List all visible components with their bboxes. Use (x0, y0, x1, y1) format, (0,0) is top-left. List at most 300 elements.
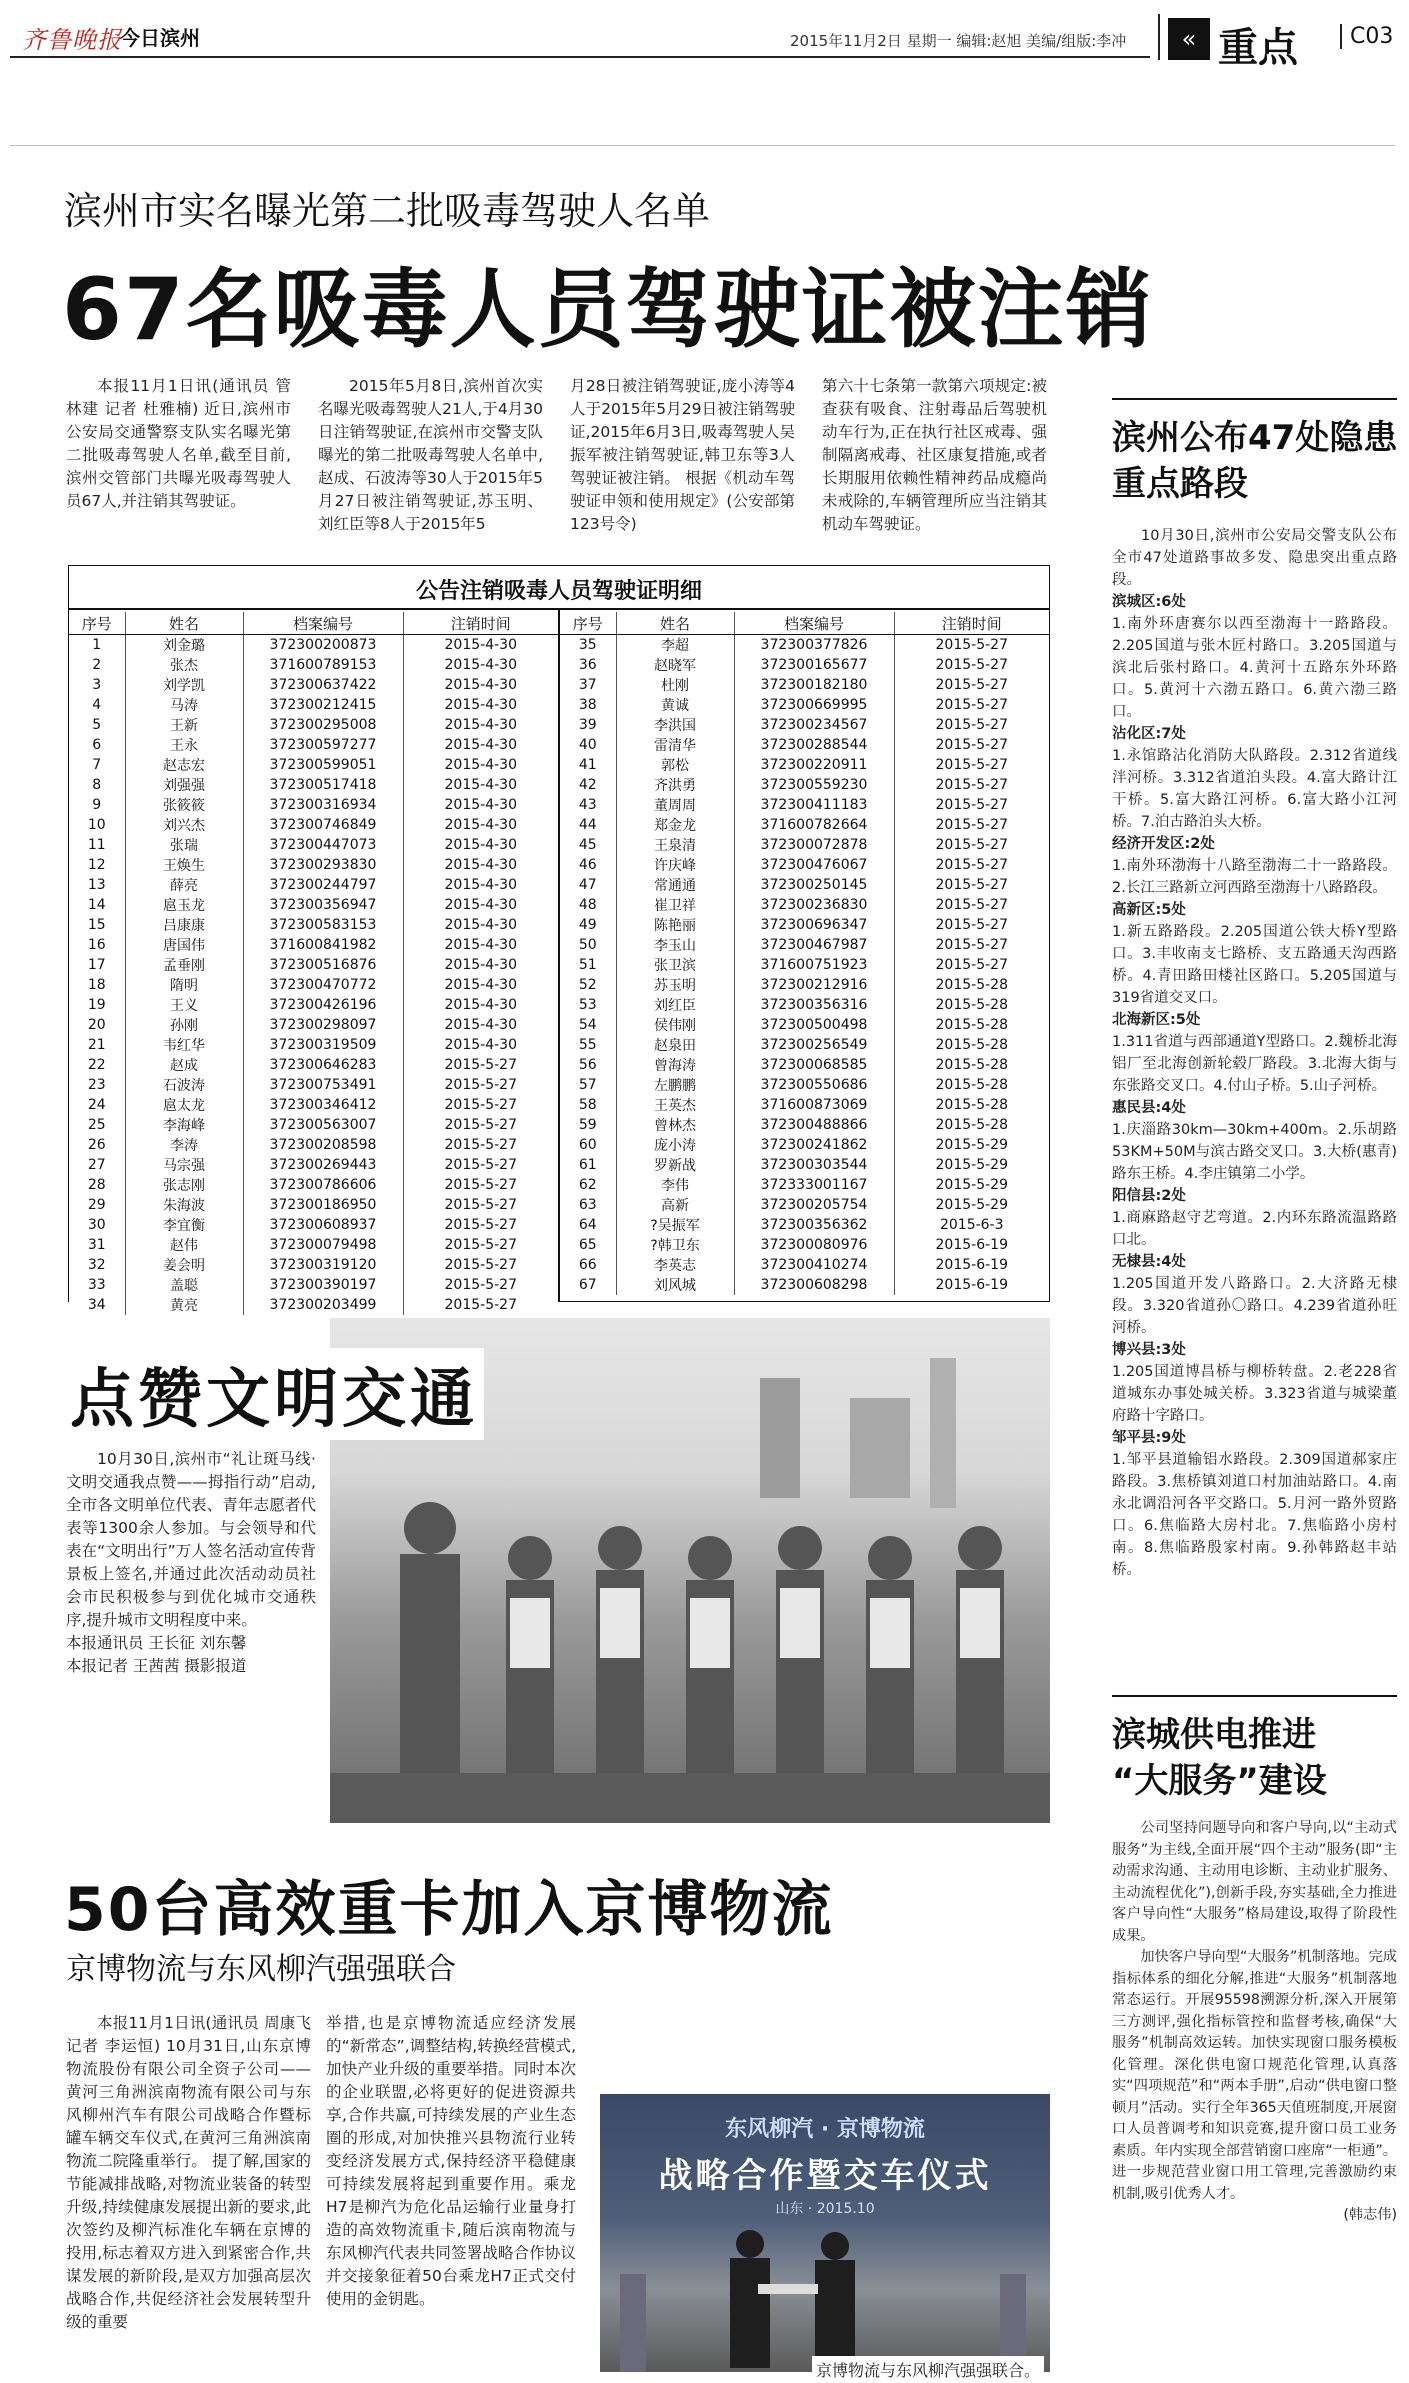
cell-date: 2015-5-27 (894, 875, 1049, 895)
cell-seq: 59 (578, 1117, 597, 1133)
cell-file-no: 372300608937 (243, 1215, 403, 1235)
table-row (69, 1295, 558, 1315)
cell-file-no: 372300182180 (734, 675, 894, 695)
table-row (560, 655, 1049, 675)
sidebar2-credit: (韩志伟) (1343, 2207, 1397, 2223)
cell-date: 2015-5-27 (403, 1235, 558, 1255)
cell-name: 王新 (125, 715, 243, 735)
cell-seq: 27 (87, 1157, 106, 1173)
cell-file-no: 371600782664 (734, 815, 894, 835)
cell-name: 李宜衡 (125, 1215, 243, 1235)
cell-file-no: 372300390197 (243, 1275, 403, 1295)
sidebar2-title-line2: “大服务”建设 (1112, 1761, 1327, 1801)
cell-seq: 45 (578, 837, 597, 853)
table-row (69, 1115, 558, 1135)
cell-date: 2015-5-28 (894, 1115, 1049, 1135)
cell-date: 2015-5-27 (894, 675, 1049, 695)
article3-headline: 50台高效重卡加入京博物流 (64, 1875, 834, 1945)
district-roads: 1.邹平县道输铝水路段。2.309国道郝家庄路段。3.焦桥镇刘道口村加油站路口。4.南永北调沿河各平交路口。5.月河一路外贸路口。6.焦临路大房村北。7.焦临路小房村南。8.焦临路殷家村南。9.孙韩路赵丰站桥。 (1112, 1452, 1397, 1578)
table-row (560, 1035, 1049, 1055)
cell-file-no: 372300186950 (243, 1195, 403, 1215)
cell-name: 李涛 (125, 1135, 243, 1155)
cell-seq: 36 (560, 655, 616, 675)
cell-date: 2015-5-28 (894, 1035, 1049, 1055)
cell-date: 2015-4-30 (403, 855, 558, 875)
cell-seq: 21 (87, 1037, 106, 1053)
cell-seq: 52 (560, 975, 616, 995)
cell-name: 赵伟 (125, 1235, 243, 1255)
cell-name: 郑金龙 (616, 815, 734, 835)
cell-seq: 33 (87, 1277, 106, 1293)
article3-kicker: 京博物流与东风柳汽强强联合 (66, 1952, 456, 1987)
th-name: 姓名 (125, 612, 243, 635)
cell-seq: 44 (560, 815, 616, 835)
cell-seq: 64 (560, 1215, 616, 1235)
cell-file-no: 372300470772 (243, 975, 403, 995)
cell-name: 苏玉明 (616, 975, 734, 995)
cell-name: 薛亮 (125, 875, 243, 895)
district-list (1112, 591, 1397, 1581)
double-chevron-icon: « (1168, 18, 1210, 60)
cell-date: 2015-5-27 (403, 1295, 558, 1315)
cell-date: 2015-4-30 (403, 815, 558, 835)
cell-name: 李洪国 (616, 715, 734, 735)
cell-file-no: 372300696347 (734, 915, 894, 935)
table-row (69, 1075, 558, 1095)
table-row (560, 1115, 1049, 1135)
cell-name: 韦红华 (125, 1035, 243, 1055)
cell-file-no: 372300786606 (243, 1175, 403, 1195)
cell-name: 张筱筱 (125, 795, 243, 815)
cell-seq: 30 (69, 1215, 125, 1235)
cell-file-no: 372300298097 (243, 1015, 403, 1035)
article3-col1: 本报11月1日讯(通讯员 周康飞 记者 李运恒) 10月31日,山东京博物流股份有限公司全资子公司——黄河三角洲滨南物流有限公司与东风柳州汽车有限公司战略合作暨标罐车辆交车仪式,在黄河三角洲滨南物流二院隆重举行。 提了解,国家的节能减排战略,对物流业装备的转型升级,持续健康发展提出新的要求,此次签约及柳汽标准化车辆在京博的投用,标志着双方进入到紧密合作,共谋发展的新阶段,是双方加强高层次战略合作,共促经济社会发展转型升级的重要 (66, 2014, 311, 2331)
photo-banner-line3: 山东 · 2015.10 (775, 2201, 875, 2217)
cell-file-no: 372300356947 (243, 895, 403, 915)
district-roads: 1.永馆路沾化消防大队路段。2.312省道线泮河桥。3.312省道泊头段。4.富大路计江干桥。5.富大路江河桥。6.富大路小江河桥。7.泊古路泊头大桥。 (1112, 748, 1397, 830)
cell-date: 2015-5-27 (894, 755, 1049, 775)
cell-name: 许庆峰 (616, 855, 734, 875)
cell-name: 朱海波 (125, 1195, 243, 1215)
cell-seq: 57 (578, 1077, 597, 1093)
cell-name: 王永 (125, 735, 243, 755)
cell-date: 2015-4-30 (403, 955, 558, 975)
cell-name: 赵晓军 (616, 655, 734, 675)
cell-seq: 31 (87, 1237, 106, 1253)
cell-seq: 53 (578, 997, 597, 1013)
cell-seq: 62 (560, 1175, 616, 1195)
cell-file-no: 372300200873 (243, 635, 403, 656)
cell-file-no: 372300517418 (243, 775, 403, 795)
table-row (560, 1175, 1049, 1195)
cell-file-no: 372300550686 (734, 1075, 894, 1095)
cell-date: 2015-5-27 (403, 1255, 558, 1275)
cell-file-no: 372300559230 (734, 775, 894, 795)
cell-file-no: 372300241862 (734, 1135, 894, 1155)
issue-meta: 2015年11月2日 星期一 编辑:赵旭 美编/组版:李冲 (790, 32, 1127, 50)
cell-name: 石波涛 (125, 1075, 243, 1095)
table-row (69, 855, 558, 875)
cell-seq: 43 (578, 797, 597, 813)
cell-date: 2015-6-19 (894, 1275, 1049, 1295)
th-seq: 序号 (69, 612, 125, 635)
table-row (69, 955, 558, 975)
cell-file-no: 372300669995 (734, 695, 894, 715)
cell-date: 2015-5-27 (894, 935, 1049, 955)
cell-file-no: 371600873069 (734, 1095, 894, 1115)
cell-file-no: 371600751923 (734, 955, 894, 975)
sidebar1-body (1112, 525, 1397, 1581)
cell-date: 2015-5-29 (894, 1155, 1049, 1175)
cell-file-no: 372300079498 (243, 1235, 403, 1255)
cell-date: 2015-5-27 (894, 735, 1049, 755)
table-row (69, 775, 558, 795)
cell-name: 王义 (125, 995, 243, 1015)
cell-name: ?韩卫东 (616, 1235, 734, 1255)
cell-name: 刘红臣 (616, 995, 734, 1015)
cell-date: 2015-4-30 (403, 735, 558, 755)
cell-name: 郭松 (616, 755, 734, 775)
th-file-no: 档案编号 (734, 612, 894, 635)
cell-seq: 9 (92, 797, 102, 813)
photo2-caption: 京博物流与东风柳汽强强联合。 (812, 2356, 1044, 2383)
cell-name: 吕康康 (125, 915, 243, 935)
table-row (69, 635, 558, 656)
cell-date: 2015-5-27 (403, 1195, 558, 1215)
cell-name: 高新 (616, 1195, 734, 1215)
cell-name: 赵成 (125, 1055, 243, 1075)
cell-file-no: 372300072878 (734, 835, 894, 855)
cell-seq: 6 (69, 735, 125, 755)
cell-seq: 13 (87, 877, 106, 893)
sidebar1-rule (1112, 398, 1397, 400)
cell-seq: 37 (578, 677, 597, 693)
cell-seq: 15 (87, 917, 106, 933)
district-name: 滨城区:6处 (1112, 594, 1186, 610)
cell-seq: 39 (578, 717, 597, 733)
cell-name: 刘学凯 (125, 675, 243, 695)
photo-banner-line2: 战略合作暨交车仪式 (658, 2156, 992, 2196)
cell-file-no: 372300234567 (734, 715, 894, 735)
cell-seq: 55 (578, 1037, 597, 1053)
cell-date: 2015-5-27 (894, 655, 1049, 675)
district-roads: 1.新五路路段。2.205国道公铁大桥Y型路口。3.丰收南支七路桥、支五路通天沟西路桥。4.青田路田楼社区路口。5.205国道与319省道交叉口。 (1112, 924, 1397, 1006)
cell-date: 2015-5-29 (894, 1195, 1049, 1215)
table-row (560, 1135, 1049, 1155)
table-row (69, 1035, 558, 1055)
cell-name: 盖聪 (125, 1275, 243, 1295)
table-row (560, 775, 1049, 795)
table-row (560, 735, 1049, 755)
cell-date: 2015-5-29 (894, 1135, 1049, 1155)
cell-seq: 16 (69, 935, 125, 955)
cell-seq: 14 (69, 895, 125, 915)
cell-seq: 5 (92, 717, 102, 733)
cell-date: 2015-4-30 (403, 655, 558, 675)
sidebar2-body (1112, 1818, 1397, 2227)
photo-banner-line1: 东风柳汽 · 京博物流 (725, 2117, 925, 2142)
cell-date: 2015-6-19 (894, 1235, 1049, 1255)
table-left (69, 612, 558, 1315)
district-name: 高新区:5处 (1112, 902, 1186, 918)
cell-file-no: 372300377826 (734, 635, 894, 656)
cell-seq: 41 (578, 757, 597, 773)
table-row (69, 915, 558, 935)
cell-seq: 3 (92, 677, 102, 693)
table-row (69, 1195, 558, 1215)
cell-seq: 65 (578, 1237, 597, 1253)
cell-name: 马涛 (125, 695, 243, 715)
section-label: 重点 (1218, 25, 1298, 71)
cell-date: 2015-4-30 (403, 795, 558, 815)
cell-name: 张瑞 (125, 835, 243, 855)
cell-name: 黄诚 (616, 695, 734, 715)
table-row (69, 755, 558, 775)
cell-name: 张志刚 (125, 1175, 243, 1195)
article1-col3: 月28日被注销驾驶证,庞小涛等4人于2015年5月29日被注销驾驶证,2015年6月3日,吸毒驾驶人吴振军被注销驾驶证,韩卫东等3人驾驶证被注销。 根据《机动车驾驶证申领和使用规定》(公安部第123号令) (570, 377, 795, 533)
cell-file-no: 371600841982 (243, 935, 403, 955)
cell-seq: 42 (560, 775, 616, 795)
cell-date: 2015-5-28 (894, 1015, 1049, 1035)
cell-name: 扈玉龙 (125, 895, 243, 915)
cell-file-no: 372300583153 (243, 915, 403, 935)
cell-name: 扈太龙 (125, 1095, 243, 1115)
header-divider (1158, 14, 1160, 60)
article1-kicker: 滨州市实名曝光第二批吸毒驾驶人名单 (64, 189, 711, 233)
table-row (69, 875, 558, 895)
table-row (560, 955, 1049, 975)
district-name: 阳信县:2处 (1112, 1188, 1186, 1204)
cell-seq: 67 (578, 1277, 597, 1293)
table-row (560, 855, 1049, 875)
district-name: 北海新区:5处 (1112, 1012, 1201, 1028)
cell-date: 2015-5-27 (894, 895, 1049, 915)
cell-seq: 60 (560, 1135, 616, 1155)
cell-name: 刘风城 (616, 1275, 734, 1295)
cell-file-no: 372300426196 (243, 995, 403, 1015)
cell-date: 2015-4-30 (403, 695, 558, 715)
table-row (560, 975, 1049, 995)
cell-seq: 26 (69, 1135, 125, 1155)
table-row (560, 915, 1049, 935)
table-row (560, 895, 1049, 915)
cell-seq: 47 (578, 877, 597, 893)
cell-seq: 19 (87, 997, 106, 1013)
table-row (560, 795, 1049, 815)
table-row (560, 935, 1049, 955)
table-row (69, 935, 558, 955)
table-row (69, 835, 558, 855)
cell-name: 李英志 (616, 1255, 734, 1275)
district-name: 惠民县:4处 (1112, 1100, 1186, 1116)
cell-file-no: 372300068585 (734, 1055, 894, 1075)
table-row (560, 1275, 1049, 1295)
cell-seq: 7 (92, 757, 102, 773)
cell-file-no: 372300208598 (243, 1135, 403, 1155)
cell-seq: 38 (560, 695, 616, 715)
article1-col2: 2015年5月8日,滨州首次实名曝光吸毒驾驶人21人,于4月30日注销驾驶证,在滨州市交警支队曝光的第二批吸毒驾驶人名单中,赵成、石波涛等30人于2015年5月27日被注销驾驶证,苏玉明、刘红臣等8人于2015年5 (318, 377, 543, 533)
signing-ceremony-photo (600, 2094, 1050, 2372)
table-row (560, 695, 1049, 715)
header-thin-rule (10, 145, 1395, 146)
cell-file-no: 372300746849 (243, 815, 403, 835)
ceremony-figures (600, 2094, 1050, 2372)
cell-name: 孙刚 (125, 1015, 243, 1035)
cell-name: 李海峰 (125, 1115, 243, 1135)
table-row (560, 715, 1049, 735)
cell-seq: 50 (560, 935, 616, 955)
cell-date: 2015-5-27 (894, 855, 1049, 875)
cell-file-no: 372300244797 (243, 875, 403, 895)
table-row (69, 815, 558, 835)
cell-date: 2015-5-27 (894, 955, 1049, 975)
cell-file-no: 372300256549 (734, 1035, 894, 1055)
cell-name: 罗新战 (616, 1155, 734, 1175)
cell-date: 2015-5-28 (894, 1075, 1049, 1095)
cell-file-no: 372300410274 (734, 1255, 894, 1275)
cell-file-no: 372300220911 (734, 755, 894, 775)
cell-seq: 2 (69, 655, 125, 675)
cell-date: 2015-4-30 (403, 935, 558, 955)
cell-name: 王英杰 (616, 1095, 734, 1115)
table-row (560, 1055, 1049, 1075)
district-roads: 1.311省道与西部通道Y型路口。2.魏桥北海铝厂至北海创新轮毂厂路段。3.北海大街与东张路交叉口。4.付山子桥。5.山子河桥。 (1112, 1034, 1397, 1094)
section-name: 今日滨州 (120, 26, 200, 50)
cell-file-no: 372300293830 (243, 855, 403, 875)
table-row (69, 695, 558, 715)
cell-file-no: 372300319509 (243, 1035, 403, 1055)
cell-file-no: 372300319120 (243, 1255, 403, 1275)
table-row (560, 1075, 1049, 1095)
cell-name: 姜会明 (125, 1255, 243, 1275)
article2-body: 10月30日,滨州市“礼让斑马线·文明交通我点赞——拇指行动”启动,全市各文明单位代表、青年志愿者代表等1300余人参加。与会领导和代表在“文明出行”万人签名活动宣传背景板上签名,并通过此次活动动员社会市民积极参与到优化城市交通秩序,提升城市文明程度中来。 本报通讯员 王长征 刘东馨 本报记者 王茜茜 摄影报道 (66, 1448, 316, 1678)
table-row (560, 1095, 1049, 1115)
cell-seq: 66 (560, 1255, 616, 1275)
district-name: 无棣县:4处 (1112, 1254, 1186, 1270)
cell-file-no: 372300563007 (243, 1115, 403, 1135)
table-row (560, 1215, 1049, 1235)
cell-date: 2015-4-30 (403, 875, 558, 895)
cell-file-no: 372300637422 (243, 675, 403, 695)
cell-seq: 40 (560, 735, 616, 755)
cell-date: 2015-5-27 (403, 1055, 558, 1075)
cell-file-no: 372333001167 (734, 1175, 894, 1195)
cell-name: 王焕生 (125, 855, 243, 875)
cell-date: 2015-4-30 (403, 835, 558, 855)
cell-date: 2015-5-27 (894, 775, 1049, 795)
cell-name: 张卫滨 (616, 955, 734, 975)
cell-file-no: 372300212916 (734, 975, 894, 995)
district-name: 邹平县:9处 (1112, 1430, 1186, 1446)
table-row (69, 795, 558, 815)
cell-file-no: 372300212415 (243, 695, 403, 715)
article2-headline: 点赞文明交通 (64, 1348, 484, 1440)
district-roads: 1.南外环渤海十八路至渤海二十一路路段。2.长江三路新立河西路至渤海十八路路段。 (1112, 858, 1397, 896)
table-row (69, 655, 558, 675)
article3-col2: 举措,也是京博物流适应经济发展的“新常态”,调整结构,转换经营模式,加快产业升级的重要举措。同时本次的企业联盟,必将更好的促进资源共享,合作共赢,可持续发展的产业生态圈的形成,对加快推兴县物流行业转变经济发展方式,保持经济平稳健康可持续发展将起到重要作用。乘龙H7是柳汽为危化品运输行业量身打造的高效物流重卡,随后滨南物流与东风柳汽代表共同签署战略合作协议并交接象征着50台乘龙H7正式交付使用的金钥匙。 (326, 2014, 576, 2308)
article2-credit2: 本报记者 王茜茜 摄影报道 (66, 1657, 247, 1675)
sidebar2-title (1112, 1712, 1402, 1804)
cell-date: 2015-5-28 (894, 995, 1049, 1015)
cell-file-no: 372300236830 (734, 895, 894, 915)
cell-date: 2015-5-28 (894, 975, 1049, 995)
cell-seq: 58 (560, 1095, 616, 1115)
cell-name: 刘金璐 (125, 635, 243, 656)
table-row (69, 1275, 558, 1295)
table-row (69, 1175, 558, 1195)
table-row (69, 1135, 558, 1155)
cell-seq: 10 (69, 815, 125, 835)
cell-date: 2015-4-30 (403, 635, 558, 656)
cell-name: 赵泉田 (616, 1035, 734, 1055)
table-row (69, 715, 558, 735)
th-date: 注销时间 (403, 612, 558, 635)
table-right (560, 612, 1049, 1295)
cell-seq: 17 (87, 957, 106, 973)
table-row (69, 1235, 558, 1255)
cell-file-no: 372300447073 (243, 835, 403, 855)
cell-name: 刘强强 (125, 775, 243, 795)
cell-name: 杜刚 (616, 675, 734, 695)
cell-name: 隋明 (125, 975, 243, 995)
cell-date: 2015-6-19 (894, 1255, 1049, 1275)
table-row (560, 995, 1049, 1015)
cell-seq: 25 (87, 1117, 106, 1133)
table-row (560, 755, 1049, 775)
cell-date: 2015-5-27 (894, 835, 1049, 855)
cell-seq: 20 (69, 1015, 125, 1035)
table-row (69, 975, 558, 995)
cell-seq: 1 (92, 637, 102, 653)
cell-file-no: 372300295008 (243, 715, 403, 735)
table-row (69, 895, 558, 915)
cell-file-no: 372300488866 (734, 1115, 894, 1135)
sidebar2-title-line1: 滨城供电推进 (1112, 1715, 1316, 1755)
cell-name: 李超 (616, 635, 734, 656)
sidebar1-lead: 10月30日,滨州市公安局交警支队公布全市47处道路事故多发、隐患突出重点路段。 (1112, 528, 1397, 588)
cell-name: 李玉山 (616, 935, 734, 955)
cell-file-no: 372300080976 (734, 1235, 894, 1255)
header-rule (10, 56, 1150, 58)
cell-file-no: 372300608298 (734, 1275, 894, 1295)
sidebar1-title: 滨州公布47处隐患重点路段 (1112, 418, 1398, 504)
cell-file-no: 372300205754 (734, 1195, 894, 1215)
cell-name: 张杰 (125, 655, 243, 675)
district-name: 沾化区:7处 (1112, 726, 1186, 742)
cell-file-no: 372300411183 (734, 795, 894, 815)
cell-date: 2015-5-28 (894, 1095, 1049, 1115)
table-row (560, 1235, 1049, 1255)
cell-date: 2015-5-27 (403, 1095, 558, 1115)
cell-file-no: 372300476067 (734, 855, 894, 875)
cell-file-no: 372300646283 (243, 1055, 403, 1075)
cell-name: 李伟 (616, 1175, 734, 1195)
table-row (560, 675, 1049, 695)
cell-file-no: 371600789153 (243, 655, 403, 675)
cell-seq: 63 (578, 1197, 597, 1213)
cell-seq: 32 (69, 1255, 125, 1275)
cell-date: 2015-5-27 (403, 1175, 558, 1195)
cell-seq: 12 (69, 855, 125, 875)
cell-date: 2015-5-27 (894, 795, 1049, 815)
cell-name: 常通通 (616, 875, 734, 895)
cell-name: 陈艳丽 (616, 915, 734, 935)
cell-file-no: 372300599051 (243, 755, 403, 775)
cell-seq: 24 (69, 1095, 125, 1115)
cell-seq: 8 (69, 775, 125, 795)
cell-name: 曾林杰 (616, 1115, 734, 1135)
cell-date: 2015-5-27 (403, 1155, 558, 1175)
